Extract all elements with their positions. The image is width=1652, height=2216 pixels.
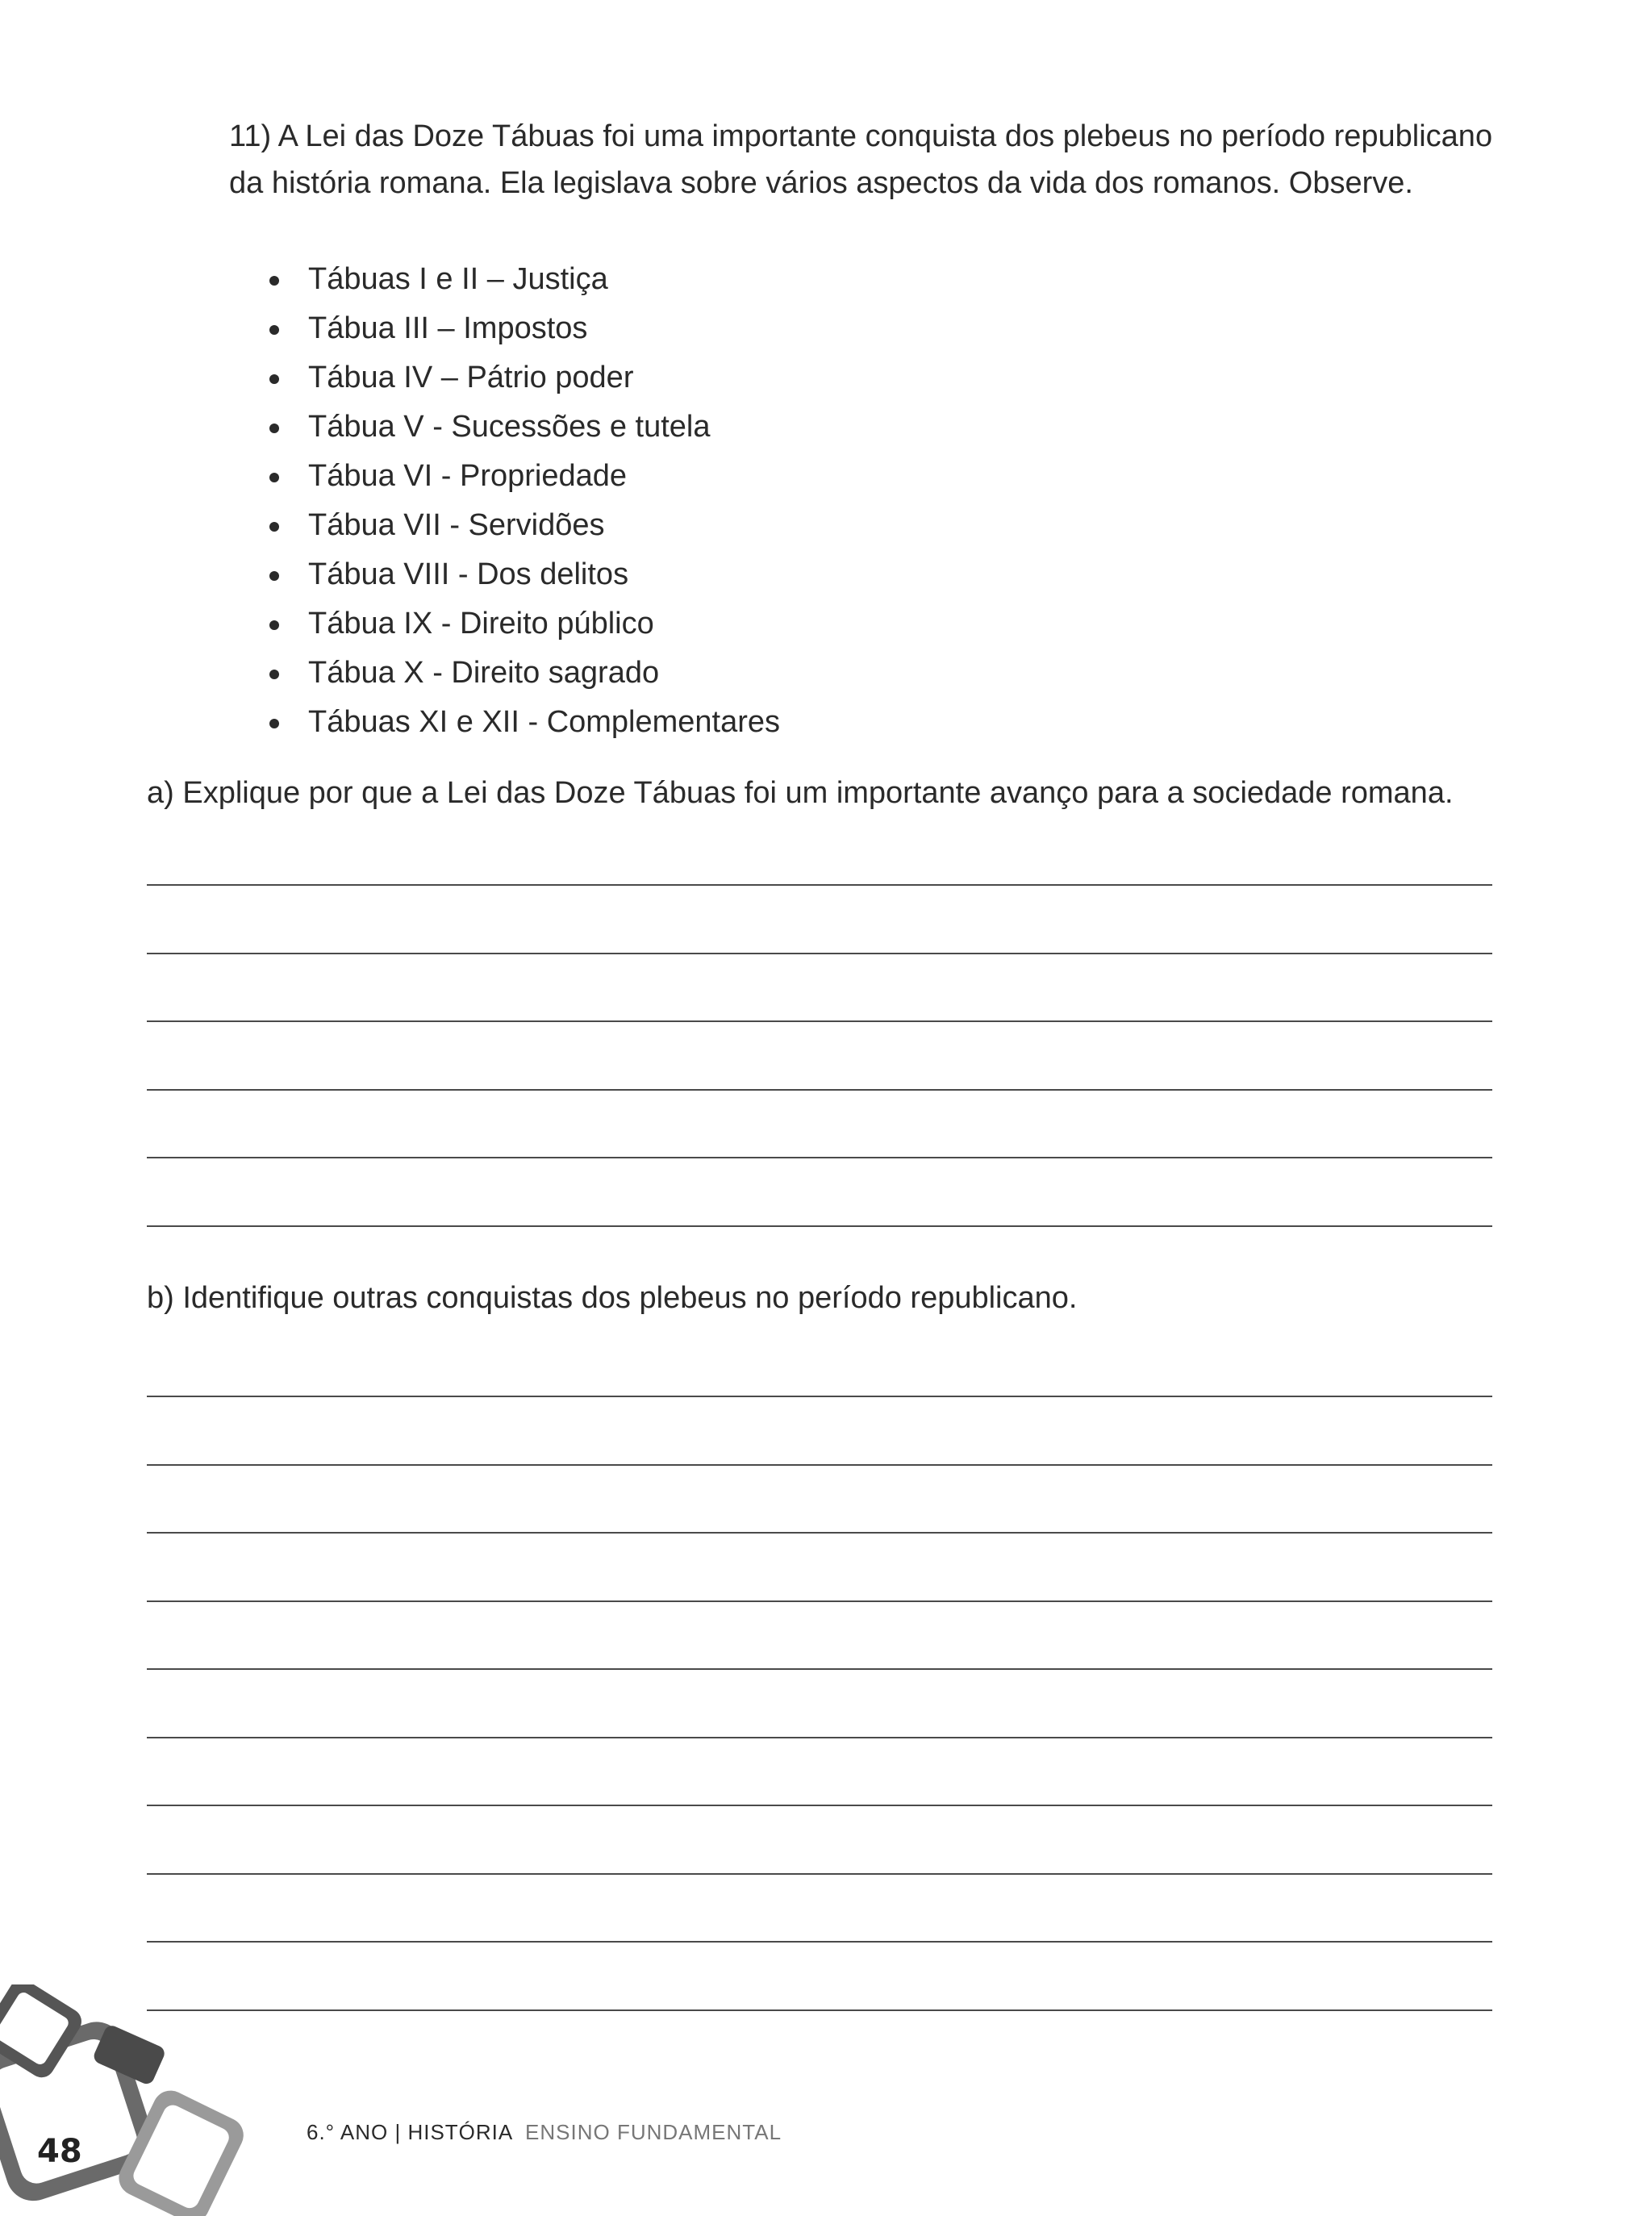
answer-line[interactable] xyxy=(147,1873,1492,1875)
list-item xyxy=(266,255,780,304)
page-number: 48 xyxy=(37,2133,82,2170)
list-item xyxy=(266,304,780,353)
answer-line[interactable] xyxy=(147,1225,1492,1227)
list-item-label: Tábua III – Impostos xyxy=(308,311,588,345)
question-intro: 11) A Lei das Doze Tábuas foi uma importante conquista dos plebeus no período republicano da história romana. Ela legislava sobre vários aspectos da vida dos romanos. Observe. xyxy=(229,119,1493,200)
list-item xyxy=(266,403,780,452)
bullet-icon xyxy=(269,325,279,335)
list-item-label: Tábuas XI e XII - Complementares xyxy=(308,705,781,739)
decorative-squares-icon xyxy=(0,1984,258,2216)
list-item xyxy=(266,353,780,403)
bullet-icon xyxy=(269,473,279,482)
list-item-label: Tábua IV – Pátrio poder xyxy=(308,361,634,394)
list-item-label: Tábua VII - Servidões xyxy=(308,508,605,542)
bullet-icon xyxy=(269,424,279,433)
bullet-icon xyxy=(269,719,279,728)
question-part-b: b) Identifique outras conquistas dos plebeus no período republicano. xyxy=(147,1281,1078,1315)
answer-line[interactable] xyxy=(147,1020,1492,1022)
answer-line[interactable] xyxy=(147,1396,1492,1397)
bullet-icon xyxy=(269,522,279,532)
answer-line[interactable] xyxy=(147,1668,1492,1670)
answer-line[interactable] xyxy=(147,1157,1492,1158)
list-item xyxy=(266,550,780,599)
answer-line[interactable] xyxy=(147,1532,1492,1534)
bullet-icon xyxy=(269,620,279,630)
footer-subject: HISTÓRIA xyxy=(407,2120,512,2144)
bullet-icon xyxy=(269,374,279,384)
list-item xyxy=(266,649,780,698)
list-item xyxy=(266,501,780,550)
bullet-icon xyxy=(269,571,279,581)
list-item xyxy=(266,452,780,501)
bullet-icon xyxy=(269,670,279,679)
list-item-label: Tábua VIII - Dos delitos xyxy=(308,557,629,591)
answer-line[interactable] xyxy=(147,884,1492,886)
footer-level: ENSINO FUNDAMENTAL xyxy=(525,2120,782,2144)
list-item-label: Tábua V - Sucessões e tutela xyxy=(308,410,711,444)
answer-line[interactable] xyxy=(147,1941,1492,1943)
footer-running-head xyxy=(307,2120,782,2145)
answer-line[interactable] xyxy=(147,2009,1492,2011)
question-part-a: a) Explique por que a Lei das Doze Tábuas foi um importante avanço para a sociedade romana. xyxy=(147,776,1454,810)
footer-grade: 6.° ANO xyxy=(307,2120,389,2144)
footer-separator: | xyxy=(394,2120,402,2144)
answer-line[interactable] xyxy=(147,1737,1492,1738)
answer-line[interactable] xyxy=(147,1089,1492,1091)
list-item-label: Tábua X - Direito sagrado xyxy=(308,656,660,690)
bullet-icon xyxy=(269,276,279,286)
answer-line[interactable] xyxy=(147,1464,1492,1466)
answer-line[interactable] xyxy=(147,1600,1492,1602)
answer-line[interactable] xyxy=(147,1805,1492,1806)
list-item-label: Tábuas I e II – Justiça xyxy=(308,262,608,296)
list-item xyxy=(266,698,780,747)
tables-list xyxy=(266,255,780,747)
list-item-label: Tábua IX - Direito público xyxy=(308,607,654,641)
list-item xyxy=(266,599,780,649)
answer-line[interactable] xyxy=(147,953,1492,954)
list-item-label: Tábua VI - Propriedade xyxy=(308,459,628,493)
